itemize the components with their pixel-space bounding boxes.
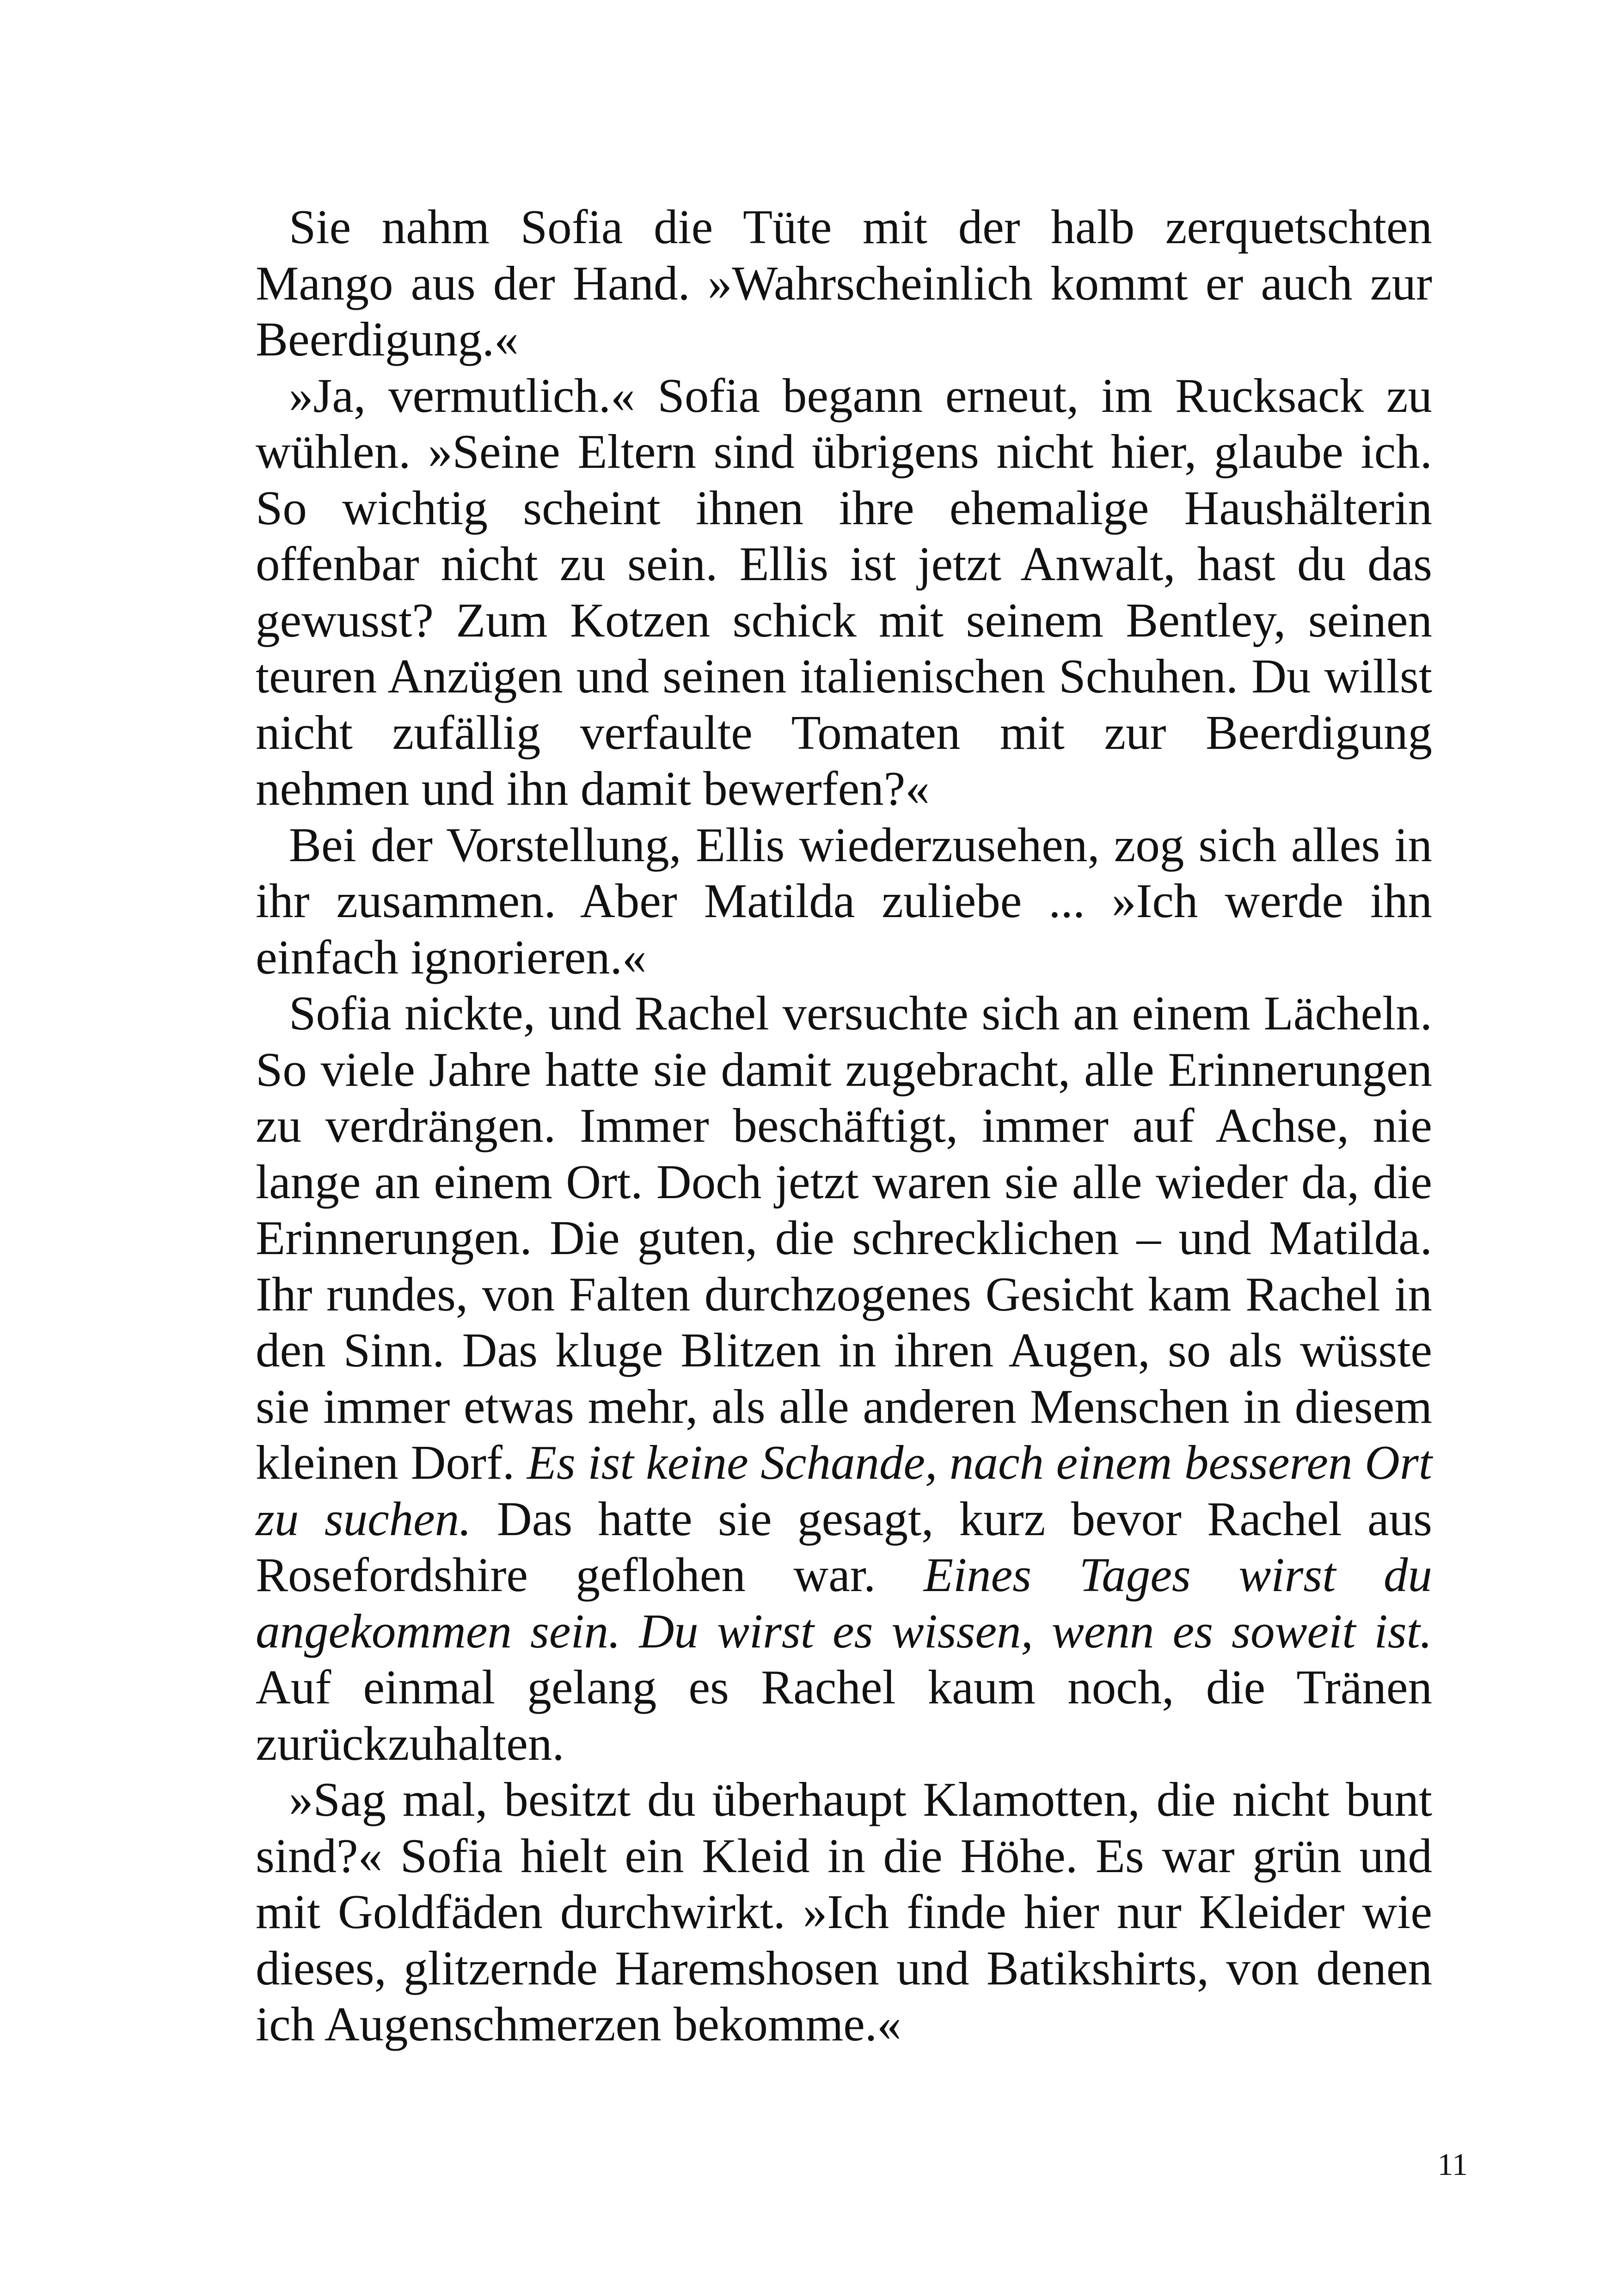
text-segment: Bei der Vorstellung, Ellis wiederzusehen, zog sich alles in ihr zusammen. Aber Matilda zuliebe ... »Ich werde ihn einfach ignorieren.« (256, 817, 1432, 984)
page-number: 11 (1437, 2147, 1468, 2182)
paragraph (256, 1771, 1432, 2052)
paragraph (256, 985, 1432, 1771)
italic-quote: Eines Tages wirst du angekommen sein. Du wirst es wissen, wenn es soweit ist. (256, 1548, 1432, 1658)
text-segment: »Ja, vermutlich.« Sofia begann erneut, im Rucksack zu wühlen. »Seine Eltern sind übrigens nicht hier, glaube ich. So wichtig scheint ihnen ihre ehemalige Haushälterin offenbar nicht zu sein. Ellis ist jetzt Anwalt, hast du das gewusst? Zum Kotzen schick mit seinem Bentley, seinen teuren Anzügen und seinen italienischen Schuhen. Du willst nicht zufällig verfaulte Tomaten mit zur Beerdigung nehmen und ihn damit bewerfen?« (256, 368, 1432, 815)
text-segment: Auf einmal gelang es Rachel kaum noch, die Tränen zurückzuhalten. (256, 1660, 1432, 1770)
body-text (256, 199, 1432, 2052)
paragraph (256, 367, 1432, 817)
text-segment: Sie nahm Sofia die Tüte mit der halb zerquetschten Mango aus der Hand. »Wahrscheinlich kommt er auch zur Beerdigung.« (256, 200, 1432, 366)
paragraph (256, 199, 1432, 367)
text-segment: »Sag mal, besitzt du überhaupt Klamotten, die nicht bunt sind?« Sofia hielt ein Kleid in die Höhe. Es war grün und mit Goldfäden durchwirkt. »Ich finde hier nur Kleider wie dieses, glitzernde Haremshosen und Batikshirts, von denen ich Augenschmerzen bekomme.« (256, 1772, 1432, 2051)
text-segment: Sofia nickte, und Rachel versuchte sich an einem Lächeln. So viele Jahre hatte sie damit zugebracht, alle Erinnerungen zu verdrängen. Immer beschäftigt, immer auf Achse, nie lange an einem Ort. Doch jetzt waren sie alle wieder da, die Erinnerungen. Die guten, die schrecklichen – und Matilda. Ihr rundes, von Falten durchzogenes Gesicht kam Rachel in den Sinn. Das kluge Blitzen in ihren Augen, so als wüsste sie immer etwas mehr, als alle anderen Menschen in diesem kleinen Dorf. (256, 986, 1432, 1489)
italic-quote: Es ist keine Schande, nach einem besseren Ort zu suchen. (256, 1435, 1432, 1546)
paragraph (256, 817, 1432, 986)
text-segment: Das hatte sie gesagt, kurz bevor Rachel aus Rosefordshire geflohen war. (256, 1491, 1432, 1602)
